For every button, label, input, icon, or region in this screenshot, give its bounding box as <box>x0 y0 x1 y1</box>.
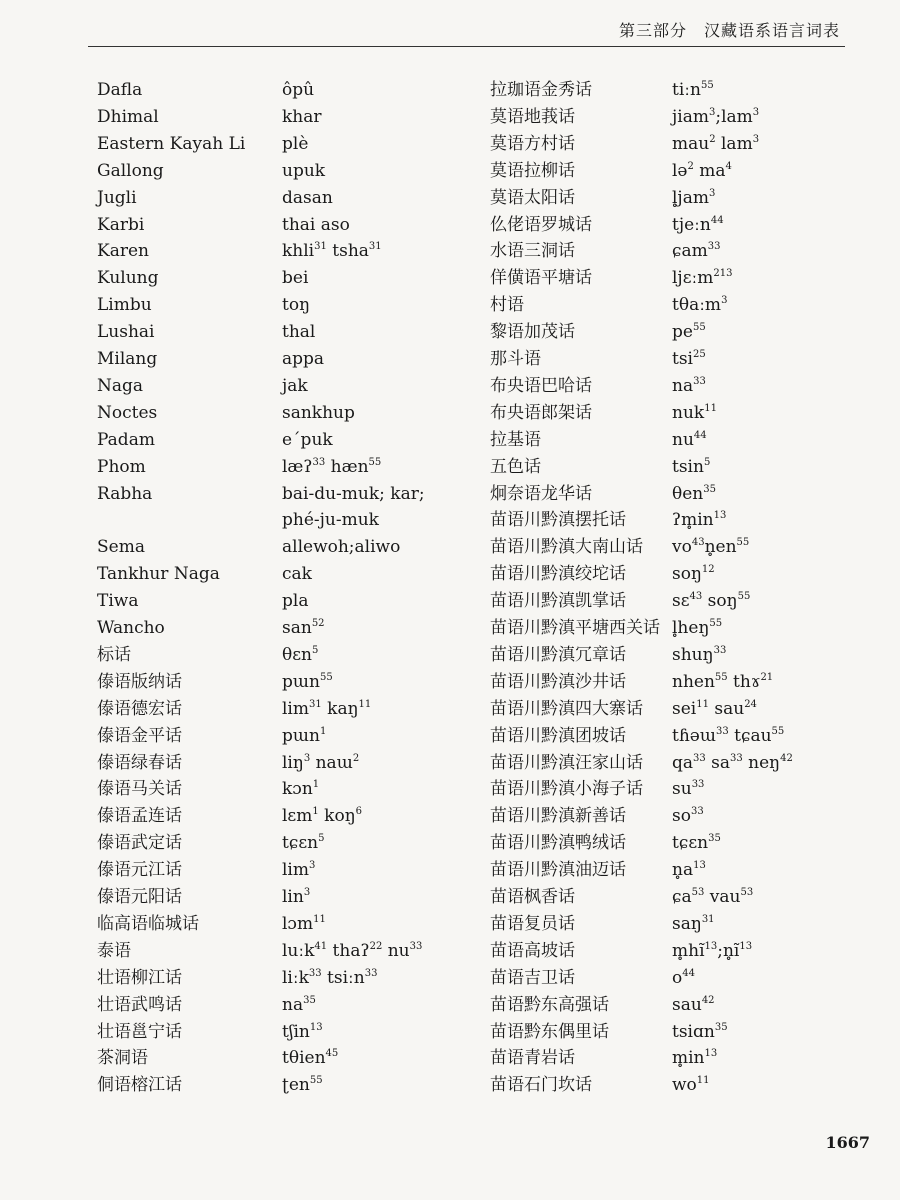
word-form: $\lim^3$ <box>282 860 316 881</box>
word-form: shuŋ$^{33}$ <box>672 644 727 665</box>
word-form: tɕɛn$^5$ <box>282 833 325 854</box>
language-name: Eastern Kayah Li <box>97 133 246 154</box>
language-name: 傣语金平话 <box>97 725 182 746</box>
word-form: $m̥hĩ^{13};n̥ĩ^{13}$ <box>672 940 753 961</box>
language-name: 苗语川黔滇鸭绒话 <box>490 833 626 854</box>
word-form: thal <box>282 322 316 343</box>
language-name: 仫佬语罗城话 <box>490 214 592 235</box>
language-name: 苗语高坡话 <box>490 940 575 961</box>
language-name: Wancho <box>97 618 165 638</box>
language-name: 壮语武鸣话 <box>97 994 182 1015</box>
language-name: Dafla <box>97 80 143 100</box>
word-form: θɛn$^5$ <box>282 644 319 665</box>
language-name: Lushai <box>97 322 155 343</box>
word-form: $vo^{43}n̥en^{55}$ <box>672 537 750 558</box>
word-form: pla <box>282 591 309 612</box>
language-name: 苗语川黔滇摆托话 <box>490 510 626 531</box>
language-name: Gallong <box>97 160 164 181</box>
word-form: mau$^2$ lam$^3$ <box>672 133 760 154</box>
language-name: 水语三洞话 <box>490 241 575 262</box>
word-form: læʔ$^{33}$ hæn$^{55}$ <box>282 456 382 477</box>
language-name: 苗语枫香话 <box>490 887 575 907</box>
word-form: lɛm$^1$ koŋ$^6$ <box>282 806 363 827</box>
word-form: $ʔm̥in^{13}$ <box>672 510 727 531</box>
word-form: allewoh;aliwo <box>282 537 401 558</box>
language-name: 傣语马关话 <box>97 779 182 800</box>
language-name: 苗语川黔滇油迈话 <box>490 860 626 881</box>
word-form: $na^{35}$ <box>282 994 316 1015</box>
word-form: ljɛːm$^{213}$ <box>672 268 733 289</box>
language-name: Phom <box>97 456 146 477</box>
word-form: $n̥a^{13}$ <box>672 860 706 881</box>
language-name: 苗语川黔滇团坡话 <box>490 725 626 746</box>
word-form: lɔm$^{11}$ <box>282 913 326 934</box>
language-name: Kulung <box>97 268 159 289</box>
word-form: $qa^{33}$ $sa^{33}$ neŋ$^{42}$ <box>672 752 793 773</box>
language-name: 侗语榕江话 <box>97 1075 182 1096</box>
word-form: lə$^2$ $ma^4$ <box>672 160 732 181</box>
language-name: 布央语巴哈话 <box>490 375 592 396</box>
word-form: jiam$^3$;lam$^3$ <box>672 106 760 127</box>
word-form: sɛ$^{43}$ soŋ$^{55}$ <box>672 591 751 612</box>
language-name: Tankhur Naga <box>97 564 220 585</box>
language-name: Naga <box>97 375 144 396</box>
word-form: $pe^{55}$ <box>672 322 706 343</box>
language-name: 壮语邕宁话 <box>97 1021 182 1042</box>
word-form: phé-ju-muk <box>282 510 379 531</box>
language-name: 黎语加茂话 <box>490 322 575 343</box>
word-form: luːk$^{41}$ thaʔ$^{22}$ $nu^{33}$ <box>282 940 423 961</box>
language-name: 炯奈语龙华话 <box>490 483 592 504</box>
language-name: 佯僙语平塘话 <box>490 268 592 289</box>
language-name: 苗语青岩话 <box>490 1048 575 1069</box>
word-form: ɕa$^{53}$ vau$^{53}$ <box>672 887 754 907</box>
language-name: 苗语川黔滇小海子话 <box>490 779 643 800</box>
language-name: 苗语川黔滇凯掌话 <box>490 591 626 612</box>
word-form: liːk$^{33}$ tsiːn$^{33}$ <box>282 967 378 988</box>
word-form: e´puk <box>282 429 333 450</box>
word-form: kɔn$^1$ <box>282 779 320 800</box>
word-form: tɕɛn$^{35}$ <box>672 833 721 854</box>
word-form: dasan <box>282 187 333 208</box>
word-form: ôpû <box>282 80 315 100</box>
language-name: 苗语吉卫话 <box>490 967 575 988</box>
language-name: Padam <box>97 429 155 450</box>
word-form: jak <box>282 375 308 396</box>
language-name: 莫语方村话 <box>490 133 575 154</box>
word-form: tiːn$^{55}$ <box>672 80 714 100</box>
word-form: plè <box>282 133 309 154</box>
word-form: cak <box>282 564 312 585</box>
language-name: 苗语川黔滇沙井话 <box>490 671 626 692</box>
word-form: $\lim^{31}$ kaŋ$^{11}$ <box>282 698 372 719</box>
language-name: 傣语德宏话 <box>97 698 182 719</box>
language-name: 壮语柳江话 <box>97 967 182 988</box>
running-header: 第三部分 汉藏语系语言词表 <box>618 21 840 40</box>
word-form: khar <box>282 106 322 127</box>
word-form: $wo^{11}$ <box>672 1075 710 1096</box>
language-name: Noctes <box>97 402 158 423</box>
word-form: sau$^{42}$ <box>672 994 715 1015</box>
word-form: san$^{52}$ <box>282 618 325 638</box>
word-form: khli$^{31}$ tsha$^{31}$ <box>282 241 382 262</box>
word-form: $o^{44}$ <box>672 967 695 988</box>
word-form: soŋ$^{12}$ <box>672 564 715 585</box>
language-name: 布央语郎架话 <box>490 402 592 423</box>
language-name: Milang <box>97 349 158 369</box>
language-name: 傣语孟连话 <box>97 806 182 827</box>
word-form: appa <box>282 349 325 369</box>
word-form: pɯn$^1$ <box>282 725 327 746</box>
word-form: nhen$^{55}$ thɤ$^{21}$ <box>672 671 774 692</box>
language-name: 傣语元江话 <box>97 860 182 881</box>
word-form: tθien$^{45}$ <box>282 1048 339 1069</box>
language-name: 苗语石门坎话 <box>490 1075 592 1096</box>
word-form: tsiɑn$^{35}$ <box>672 1021 728 1042</box>
word-form: bei <box>282 268 309 289</box>
language-name: Limbu <box>97 295 152 316</box>
header-rule <box>88 46 845 47</box>
language-name: 拉基语 <box>490 429 541 450</box>
language-name: 那斗语 <box>490 349 541 369</box>
language-name: 莫语地莪话 <box>490 106 575 127</box>
language-name: 拉珈语金秀话 <box>490 80 592 100</box>
language-name: 傣语元阳话 <box>97 887 182 907</box>
word-form: l̥heŋ$^{55}$ <box>672 618 723 638</box>
language-name: 苗语复员话 <box>490 913 575 934</box>
language-name: 傣语绿春话 <box>97 752 182 773</box>
language-name: 苗语黔东高强话 <box>490 994 609 1015</box>
language-name: Dhimal <box>97 106 159 127</box>
language-name: 傣语武定话 <box>97 833 182 854</box>
language-name: 莫语太阳话 <box>490 187 575 208</box>
language-name: 苗语川黔滇四大寨话 <box>490 698 643 719</box>
word-form: l̥jam$^3$ <box>672 187 716 208</box>
word-form: lin$^3$ <box>282 887 311 907</box>
language-name: 村语 <box>490 295 524 316</box>
language-name: 苗语川黔滇平塘西关话 <box>490 618 660 638</box>
word-form: $so^{33}$ <box>672 806 704 827</box>
language-name: 临高语临城话 <box>97 913 199 934</box>
language-name: Tiwa <box>97 591 139 612</box>
word-form: $m̥in^{13}$ <box>672 1048 718 1069</box>
word-form: $na^{33}$ <box>672 375 706 396</box>
language-name: 苗语川黔滇冗章话 <box>490 644 626 665</box>
language-name: Rabha <box>97 483 153 504</box>
word-form: toŋ <box>282 295 311 316</box>
language-name: 苗语川黔滇大南山话 <box>490 537 643 558</box>
language-name: 茶洞语 <box>97 1048 148 1069</box>
language-name: 傣语版纳话 <box>97 671 182 692</box>
word-form: ʈen$^{55}$ <box>282 1075 323 1096</box>
word-form: $nu^{44}$ <box>672 429 707 450</box>
word-form: tθaːm$^3$ <box>672 295 728 316</box>
word-form: sankhup <box>282 402 355 423</box>
word-form: sei$^{11}$ sau$^{24}$ <box>672 698 757 719</box>
language-name: Sema <box>97 537 145 558</box>
language-name: 莫语拉柳话 <box>490 160 575 181</box>
word-form: tʃin$^{13}$ <box>282 1021 323 1042</box>
word-form: liŋ$^3$ naɯ$^2$ <box>282 752 360 773</box>
word-form: saŋ$^{31}$ <box>672 913 715 934</box>
language-name: Karbi <box>97 214 145 235</box>
language-name: 标话 <box>97 644 131 665</box>
word-form: pɯn$^{55}$ <box>282 671 333 692</box>
language-name: 苗语川黔滇绞坨话 <box>490 564 626 585</box>
language-name: 苗语黔东偶里话 <box>490 1021 609 1042</box>
word-form: tsi$^{25}$ <box>672 349 706 369</box>
language-name: Jugli <box>97 187 137 208</box>
word-form: tsin$^5$ <box>672 456 711 477</box>
language-name: 五色话 <box>490 456 541 477</box>
language-name: 苗语川黔滇汪家山话 <box>490 752 643 773</box>
word-form: tɦəɯ$^{33}$ tɕau$^{55}$ <box>672 725 785 746</box>
word-form: upuk <box>282 160 326 181</box>
word-form: θen$^{35}$ <box>672 483 716 504</box>
language-name: Karen <box>97 241 149 262</box>
word-form: ɕam$^{33}$ <box>672 241 721 262</box>
word-form: nuk$^{11}$ <box>672 402 717 423</box>
language-name: 苗语川黔滇新善话 <box>490 806 626 827</box>
word-form: thai aso <box>282 214 350 235</box>
word-form: bai-du-muk; kar; <box>282 483 425 504</box>
word-form: $su^{33}$ <box>672 779 705 800</box>
language-name: 泰语 <box>97 940 131 961</box>
word-form: tjeːn$^{44}$ <box>672 214 724 235</box>
page-number: 1667 <box>825 1133 870 1152</box>
